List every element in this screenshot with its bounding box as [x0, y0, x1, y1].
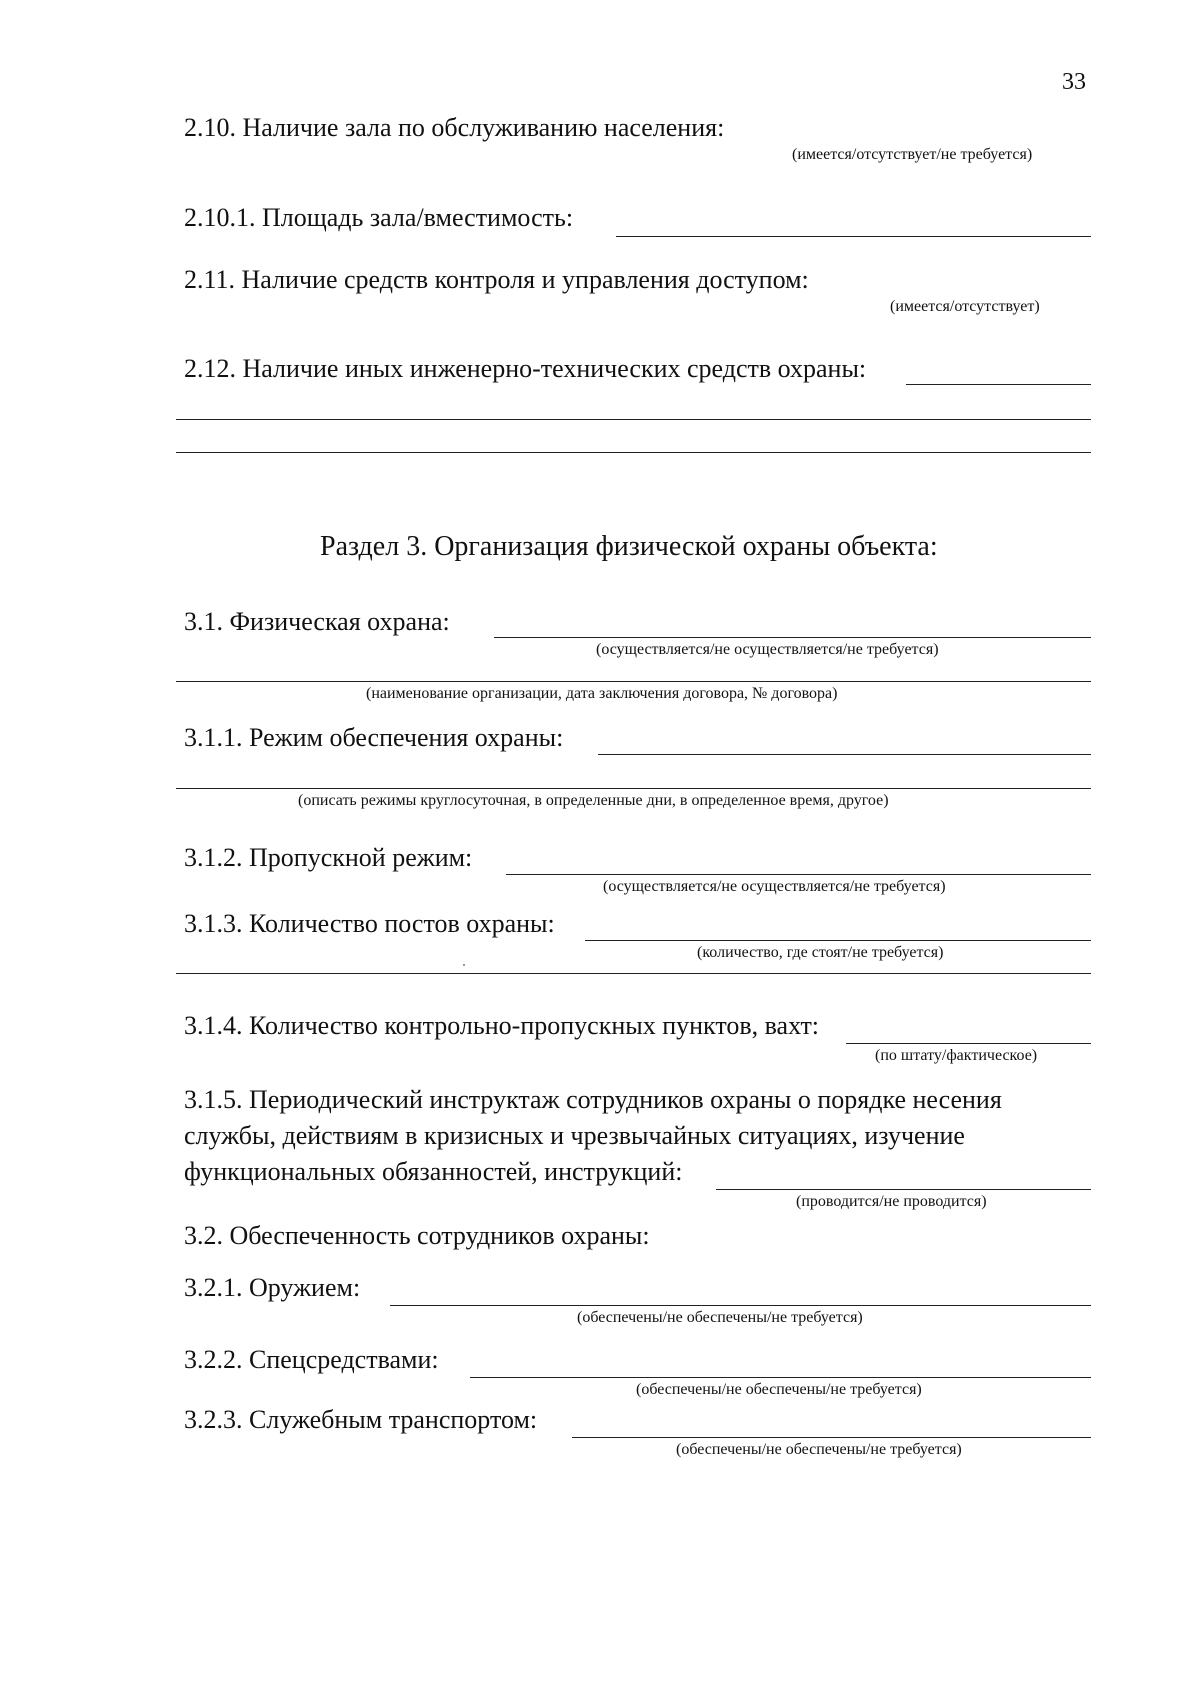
- item-3-2-2-hint: (обеспечены/не обеспечены/не требуется): [636, 1381, 922, 1398]
- item-3-1-1-hint: (описать режимы круглосуточная, в определенные дни, в определенное время, другое): [298, 792, 889, 809]
- item-3-2-2-field-line[interactable]: [470, 1377, 1091, 1378]
- item-3-1-1-field-line[interactable]: [598, 754, 1091, 755]
- item-3-2-2-label: 3.2.2. Спецсредствами:: [184, 1345, 439, 1374]
- item-3-2-label: 3.2. Обеспеченность сотрудников охраны:: [184, 1221, 650, 1250]
- item-3-2-3-field-line[interactable]: [572, 1437, 1091, 1438]
- item-3-1-1-extra-line[interactable]: [176, 788, 1091, 789]
- item-2-11-label: 2.11. Наличие средств контроля и управления доступом:: [184, 265, 809, 294]
- item-3-1-field-line[interactable]: [494, 637, 1091, 638]
- item-3-1-hint: (осуществляется/не осуществляется/не требуется): [596, 641, 939, 658]
- item-3-1-5-line-1: 3.1.5. Периодический инструктаж сотрудников охраны о порядке несения: [184, 1085, 1002, 1114]
- item-3-1-2-field-line[interactable]: [506, 874, 1091, 875]
- item-3-1-5-line-3: функциональных обязанностей, инструкций:: [184, 1157, 683, 1186]
- item-2-10-label: 2.10. Наличие зала по обслуживанию населения:: [184, 113, 725, 142]
- item-2-12-extra-line-2[interactable]: [176, 452, 1091, 453]
- item-3-2-1-field-line[interactable]: [390, 1305, 1091, 1306]
- item-2-12-field-line[interactable]: [906, 384, 1091, 385]
- item-3-1-2-label: 3.1.2. Пропускной режим:: [184, 843, 473, 872]
- item-2-10-hint: (имеется/отсутствует/не требуется): [792, 146, 1033, 163]
- item-2-11-hint: (имеется/отсутствует): [890, 298, 1040, 315]
- item-3-1-4-hint: (по штату/фактическое): [875, 1047, 1038, 1064]
- item-3-1-5-field-line[interactable]: [716, 1189, 1091, 1190]
- item-3-1-5-hint: (проводится/не проводится): [796, 1193, 987, 1210]
- item-3-1-3-label: 3.1.3. Количество постов охраны:: [184, 909, 555, 938]
- item-3-1-org-hint: (наименование организации, дата заключения договора, № договора): [366, 685, 838, 702]
- item-2-12-extra-line-1[interactable]: [176, 419, 1091, 420]
- item-3-1-org-line[interactable]: [176, 681, 1091, 682]
- item-3-2-3-label: 3.2.3. Служебным транспортом:: [184, 1405, 538, 1434]
- item-3-1-5-line-2: службы, действиям в кризисных и чрезвычайных ситуациях, изучение: [184, 1121, 965, 1150]
- item-3-1-1-label: 3.1.1. Режим обеспечения охраны:: [184, 723, 564, 752]
- item-2-12-label: 2.12. Наличие иных инженерно-технических средств охраны:: [184, 354, 867, 383]
- item-3-2-1-hint: (обеспечены/не обеспечены/не требуется): [577, 1309, 863, 1326]
- item-2-10-1-field-line[interactable]: [616, 236, 1091, 237]
- item-3-1-3-hint: (количество, где стоят/не требуется): [697, 944, 944, 961]
- section-3-title: Раздел 3. Организация физической охраны объекта:: [320, 531, 938, 562]
- item-3-2-1-label: 3.2.1. Оружием:: [184, 1273, 361, 1302]
- scan-speck: [463, 964, 465, 966]
- item-3-1-label: 3.1. Физическая охрана:: [184, 607, 450, 636]
- item-3-1-3-extra-line[interactable]: [176, 973, 1091, 974]
- item-3-1-3-field-line[interactable]: [585, 940, 1091, 941]
- item-3-2-3-hint: (обеспечены/не обеспечены/не требуется): [676, 1441, 962, 1458]
- page-number: 33: [1062, 69, 1086, 95]
- item-3-1-4-label: 3.1.4. Количество контрольно-пропускных пунктов, вахт:: [184, 1011, 820, 1040]
- item-3-1-2-hint: (осуществляется/не осуществляется/не требуется): [603, 878, 946, 895]
- item-2-10-1-label: 2.10.1. Площадь зала/вместимость:: [184, 203, 574, 232]
- item-3-1-4-field-line[interactable]: [846, 1043, 1091, 1044]
